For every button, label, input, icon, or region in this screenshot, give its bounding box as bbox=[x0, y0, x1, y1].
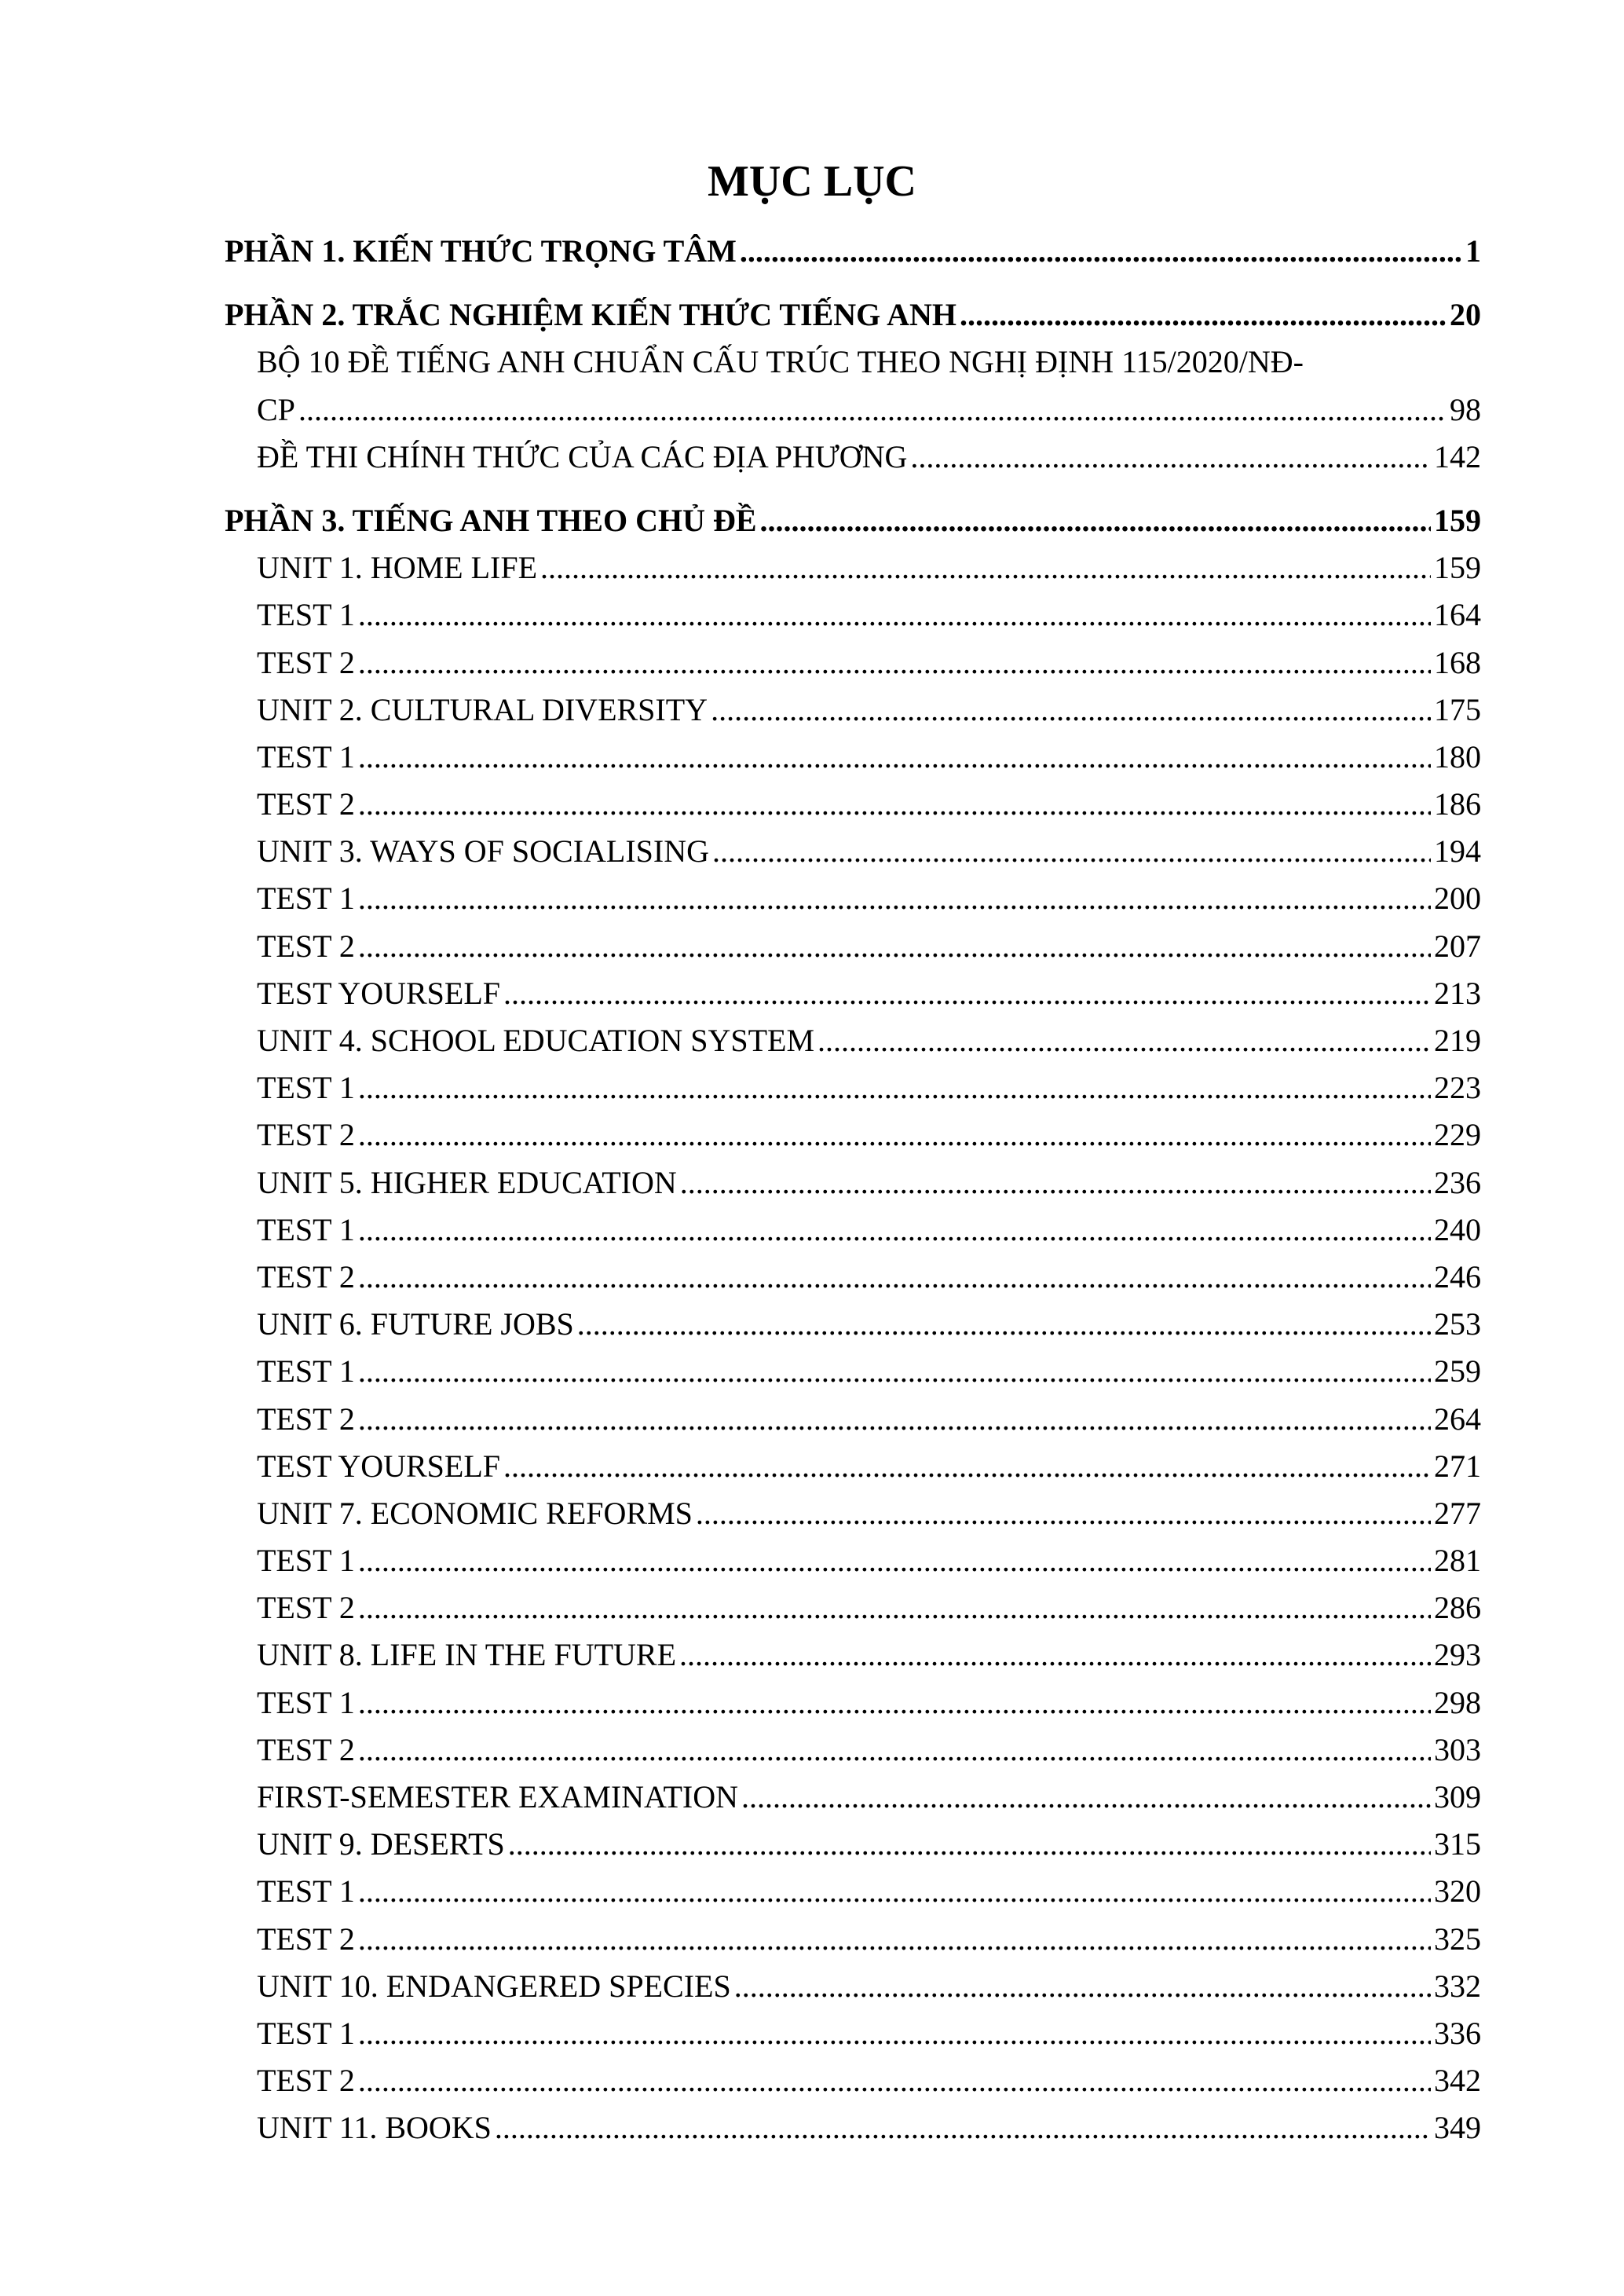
toc-entry-title: PHẦN 1. KIẾN THỨC TRỌNG TÂM bbox=[225, 233, 737, 269]
toc-entry[interactable] bbox=[225, 386, 1481, 434]
toc-page-number: 1 bbox=[1465, 233, 1481, 269]
toc-entry-title: UNIT 8. LIFE IN THE FUTURE bbox=[257, 1637, 677, 1673]
toc-entry-title: UNIT 1. HOME LIFE bbox=[257, 550, 538, 586]
toc-entry-title: TEST 2 bbox=[257, 1921, 355, 1957]
toc-page-number: 229 bbox=[1434, 1117, 1481, 1153]
toc-entry[interactable] bbox=[225, 1159, 1481, 1207]
toc-entry-title: TEST 2 bbox=[257, 2063, 355, 2099]
toc-entry-title: TEST 1 bbox=[257, 1873, 355, 1910]
toc-page-number: 246 bbox=[1434, 1258, 1481, 1294]
toc-entry-title: UNIT 5. HIGHER EDUCATION bbox=[257, 1164, 677, 1200]
toc-entry-title: TEST 1 bbox=[257, 2015, 355, 2051]
toc-page-number: 180 bbox=[1434, 738, 1481, 774]
toc-page-number: 194 bbox=[1434, 833, 1481, 870]
toc-entry[interactable] bbox=[225, 497, 1481, 544]
toc-entry[interactable] bbox=[225, 1868, 1481, 1915]
toc-entry-title: UNIT 4. SCHOOL EDUCATION SYSTEM bbox=[257, 1023, 815, 1058]
dot-leader bbox=[358, 1537, 1431, 1584]
dot-leader bbox=[960, 291, 1447, 339]
dot-leader bbox=[680, 1159, 1431, 1207]
toc-page-number: 315 bbox=[1434, 1826, 1481, 1862]
toc-entry-title: PHẦN 3. TIẾNG ANH THEO CHỦ ĐỀ bbox=[225, 502, 757, 538]
toc-entry-title: TEST 2 bbox=[257, 1117, 355, 1153]
toc-entry-title: BỘ 10 ĐỀ TIẾNG ANH CHUẨN CẤU TRÚC THEO NGHỊ ĐỊNH 115/2020/NĐ- bbox=[257, 344, 1304, 380]
toc-entry-title: TEST YOURSELF bbox=[257, 975, 501, 1011]
dot-leader bbox=[358, 1916, 1431, 1963]
dot-leader bbox=[358, 1396, 1431, 1443]
dot-leader bbox=[495, 2104, 1431, 2151]
toc-entry-title: PHẦN 2. TRẮC NGHIỆM KIẾN THỨC TIẾNG ANH bbox=[225, 297, 956, 333]
toc-page-number: 293 bbox=[1434, 1637, 1481, 1673]
toc-entry-title: TEST 1 bbox=[257, 597, 355, 633]
dot-leader bbox=[508, 1821, 1431, 1868]
dot-leader bbox=[358, 781, 1431, 828]
toc-entry-title: CP bbox=[257, 391, 295, 427]
toc-entry[interactable] bbox=[225, 734, 1481, 781]
dot-leader bbox=[358, 1111, 1431, 1159]
dot-leader bbox=[734, 1963, 1431, 2010]
dot-leader bbox=[577, 1301, 1431, 1348]
toc-page-number: 325 bbox=[1434, 1921, 1481, 1957]
toc-page-number: 286 bbox=[1434, 1590, 1481, 1626]
toc-page-number: 236 bbox=[1434, 1164, 1481, 1200]
toc-entry[interactable] bbox=[225, 781, 1481, 828]
toc-page-number: 20 bbox=[1450, 297, 1481, 333]
toc-entry[interactable] bbox=[225, 1631, 1481, 1679]
toc-page-number: 271 bbox=[1434, 1448, 1481, 1484]
toc-entry-title: UNIT 9. DESERTS bbox=[257, 1826, 505, 1862]
dot-leader bbox=[358, 591, 1431, 639]
toc-entry[interactable] bbox=[225, 1584, 1481, 1631]
dot-leader bbox=[760, 497, 1431, 544]
dot-leader bbox=[696, 1490, 1431, 1537]
toc-page-number: 98 bbox=[1450, 391, 1481, 427]
dot-leader bbox=[298, 386, 1447, 434]
toc-page-number: 277 bbox=[1434, 1495, 1481, 1531]
toc-entry[interactable] bbox=[225, 228, 1481, 275]
dot-leader bbox=[740, 228, 1462, 275]
dot-leader bbox=[358, 1064, 1431, 1111]
toc-entry-title: UNIT 7. ECONOMIC REFORMS bbox=[257, 1495, 693, 1531]
toc-page-number: 142 bbox=[1434, 438, 1481, 474]
toc-entry[interactable] bbox=[225, 434, 1481, 481]
toc-page-number: 264 bbox=[1434, 1401, 1481, 1437]
toc-entry-line[interactable] bbox=[225, 339, 1481, 386]
toc-entry[interactable] bbox=[225, 1490, 1481, 1537]
toc-entry-title: TEST 2 bbox=[257, 786, 355, 822]
toc-entry-title: ĐỀ THI CHÍNH THỨC CỦA CÁC ĐỊA PHƯƠNG bbox=[257, 438, 908, 474]
toc-page-number: 342 bbox=[1434, 2063, 1481, 2099]
toc-page-number: 168 bbox=[1434, 644, 1481, 680]
dot-leader bbox=[358, 1727, 1431, 1774]
toc-page-number: 240 bbox=[1434, 1211, 1481, 1247]
toc-page-number: 159 bbox=[1434, 550, 1481, 586]
toc-entry[interactable] bbox=[225, 1348, 1481, 1395]
toc-entry-title: TEST 2 bbox=[257, 1401, 355, 1437]
toc-entry[interactable] bbox=[225, 923, 1481, 970]
toc-entry[interactable] bbox=[225, 828, 1481, 875]
toc-entry-title: TEST 1 bbox=[257, 1684, 355, 1720]
toc-page-number: 309 bbox=[1434, 1779, 1481, 1814]
toc-page-number: 259 bbox=[1434, 1353, 1481, 1390]
dot-leader bbox=[358, 1207, 1431, 1254]
toc-page-number: 298 bbox=[1434, 1684, 1481, 1720]
toc-page-number: 253 bbox=[1434, 1306, 1481, 1342]
toc-page-number: 336 bbox=[1434, 2015, 1481, 2051]
toc-entry-title: TEST 2 bbox=[257, 1258, 355, 1294]
table-of-contents bbox=[225, 228, 1481, 2152]
toc-entry[interactable] bbox=[225, 1821, 1481, 1868]
dot-leader bbox=[817, 1017, 1431, 1064]
toc-entry-title: UNIT 6. FUTURE JOBS bbox=[257, 1306, 574, 1342]
dot-leader bbox=[910, 434, 1431, 481]
toc-entry[interactable] bbox=[225, 875, 1481, 922]
toc-entry[interactable] bbox=[225, 1963, 1481, 2010]
toc-page-number: 223 bbox=[1434, 1070, 1481, 1106]
toc-page-number: 349 bbox=[1434, 2110, 1481, 2146]
dot-leader bbox=[358, 639, 1431, 687]
toc-page-number: 159 bbox=[1434, 502, 1481, 538]
dot-leader bbox=[358, 2010, 1431, 2057]
dot-leader bbox=[741, 1774, 1431, 1821]
toc-entry[interactable] bbox=[225, 1679, 1481, 1727]
toc-entry[interactable] bbox=[225, 291, 1481, 339]
toc-entry[interactable] bbox=[225, 1443, 1481, 1490]
toc-page-number: 200 bbox=[1434, 881, 1481, 917]
toc-entry[interactable] bbox=[225, 2010, 1481, 2057]
toc-page-number: 320 bbox=[1434, 1873, 1481, 1910]
toc-entry[interactable] bbox=[225, 1111, 1481, 1159]
toc-entry[interactable] bbox=[225, 2057, 1481, 2104]
dot-leader bbox=[679, 1631, 1431, 1679]
dot-leader bbox=[358, 734, 1431, 781]
toc-entry-title: TEST 1 bbox=[257, 1353, 355, 1390]
toc-entry[interactable] bbox=[225, 639, 1481, 687]
dot-leader bbox=[358, 923, 1431, 970]
dot-leader bbox=[358, 2057, 1431, 2104]
toc-entry[interactable] bbox=[225, 1064, 1481, 1111]
toc-entry[interactable] bbox=[225, 1774, 1481, 1821]
toc-entry-title: UNIT 10. ENDANGERED SPECIES bbox=[257, 1968, 731, 2004]
dot-leader bbox=[358, 875, 1431, 922]
dot-leader bbox=[358, 1679, 1431, 1727]
dot-leader bbox=[358, 1254, 1431, 1301]
dot-leader bbox=[540, 544, 1431, 591]
toc-entry[interactable] bbox=[225, 1537, 1481, 1584]
dot-leader bbox=[712, 828, 1431, 875]
toc-entry-title: UNIT 11. BOOKS bbox=[257, 2110, 492, 2146]
toc-page-number: 175 bbox=[1434, 691, 1481, 727]
toc-entry[interactable] bbox=[225, 1207, 1481, 1254]
toc-entry-title: TEST 2 bbox=[257, 928, 355, 964]
toc-entry[interactable] bbox=[225, 1396, 1481, 1443]
toc-entry[interactable] bbox=[225, 1254, 1481, 1301]
toc-entry[interactable] bbox=[225, 1727, 1481, 1774]
toc-entry-title: TEST 2 bbox=[257, 1731, 355, 1767]
toc-entry[interactable] bbox=[225, 1017, 1481, 1064]
toc-entry-title: TEST 2 bbox=[257, 1590, 355, 1626]
dot-leader bbox=[503, 1443, 1431, 1490]
toc-entry-title: UNIT 3. WAYS OF SOCIALISING bbox=[257, 833, 709, 870]
toc-page-number: 219 bbox=[1434, 1023, 1481, 1058]
toc-page-number: 186 bbox=[1434, 786, 1481, 822]
toc-entry[interactable] bbox=[225, 2104, 1481, 2151]
page-title: MỤC LỤC bbox=[708, 157, 916, 206]
toc-entry-title: TEST 1 bbox=[257, 1070, 355, 1106]
dot-leader bbox=[358, 1348, 1431, 1395]
toc-entry-title: TEST YOURSELF bbox=[257, 1448, 501, 1484]
toc-page-number: 281 bbox=[1434, 1543, 1481, 1579]
toc-entry-title: TEST 1 bbox=[257, 881, 355, 917]
toc-entry[interactable] bbox=[225, 970, 1481, 1017]
toc-page-number: 332 bbox=[1434, 1968, 1481, 2004]
toc-entry-title: FIRST-SEMESTER EXAMINATION bbox=[257, 1779, 739, 1814]
toc-entry[interactable] bbox=[225, 544, 1481, 591]
toc-entry-title: TEST 2 bbox=[257, 644, 355, 680]
dot-leader bbox=[503, 970, 1431, 1017]
dot-leader bbox=[358, 1584, 1431, 1631]
toc-entry-title: UNIT 2. CULTURAL DIVERSITY bbox=[257, 691, 708, 727]
toc-entry-title: TEST 1 bbox=[257, 1211, 355, 1247]
toc-page-number: 164 bbox=[1434, 597, 1481, 633]
toc-entry[interactable] bbox=[225, 687, 1481, 734]
toc-entry[interactable] bbox=[225, 591, 1481, 639]
toc-page-number: 207 bbox=[1434, 928, 1481, 964]
toc-entry-title: TEST 1 bbox=[257, 738, 355, 774]
dot-leader bbox=[358, 1868, 1431, 1915]
dot-leader bbox=[711, 687, 1431, 734]
toc-page-number: 213 bbox=[1434, 975, 1481, 1011]
toc-entry[interactable] bbox=[225, 1916, 1481, 1963]
toc-page-number: 303 bbox=[1434, 1731, 1481, 1767]
toc-entry-title: TEST 1 bbox=[257, 1543, 355, 1579]
toc-entry[interactable] bbox=[225, 1301, 1481, 1348]
